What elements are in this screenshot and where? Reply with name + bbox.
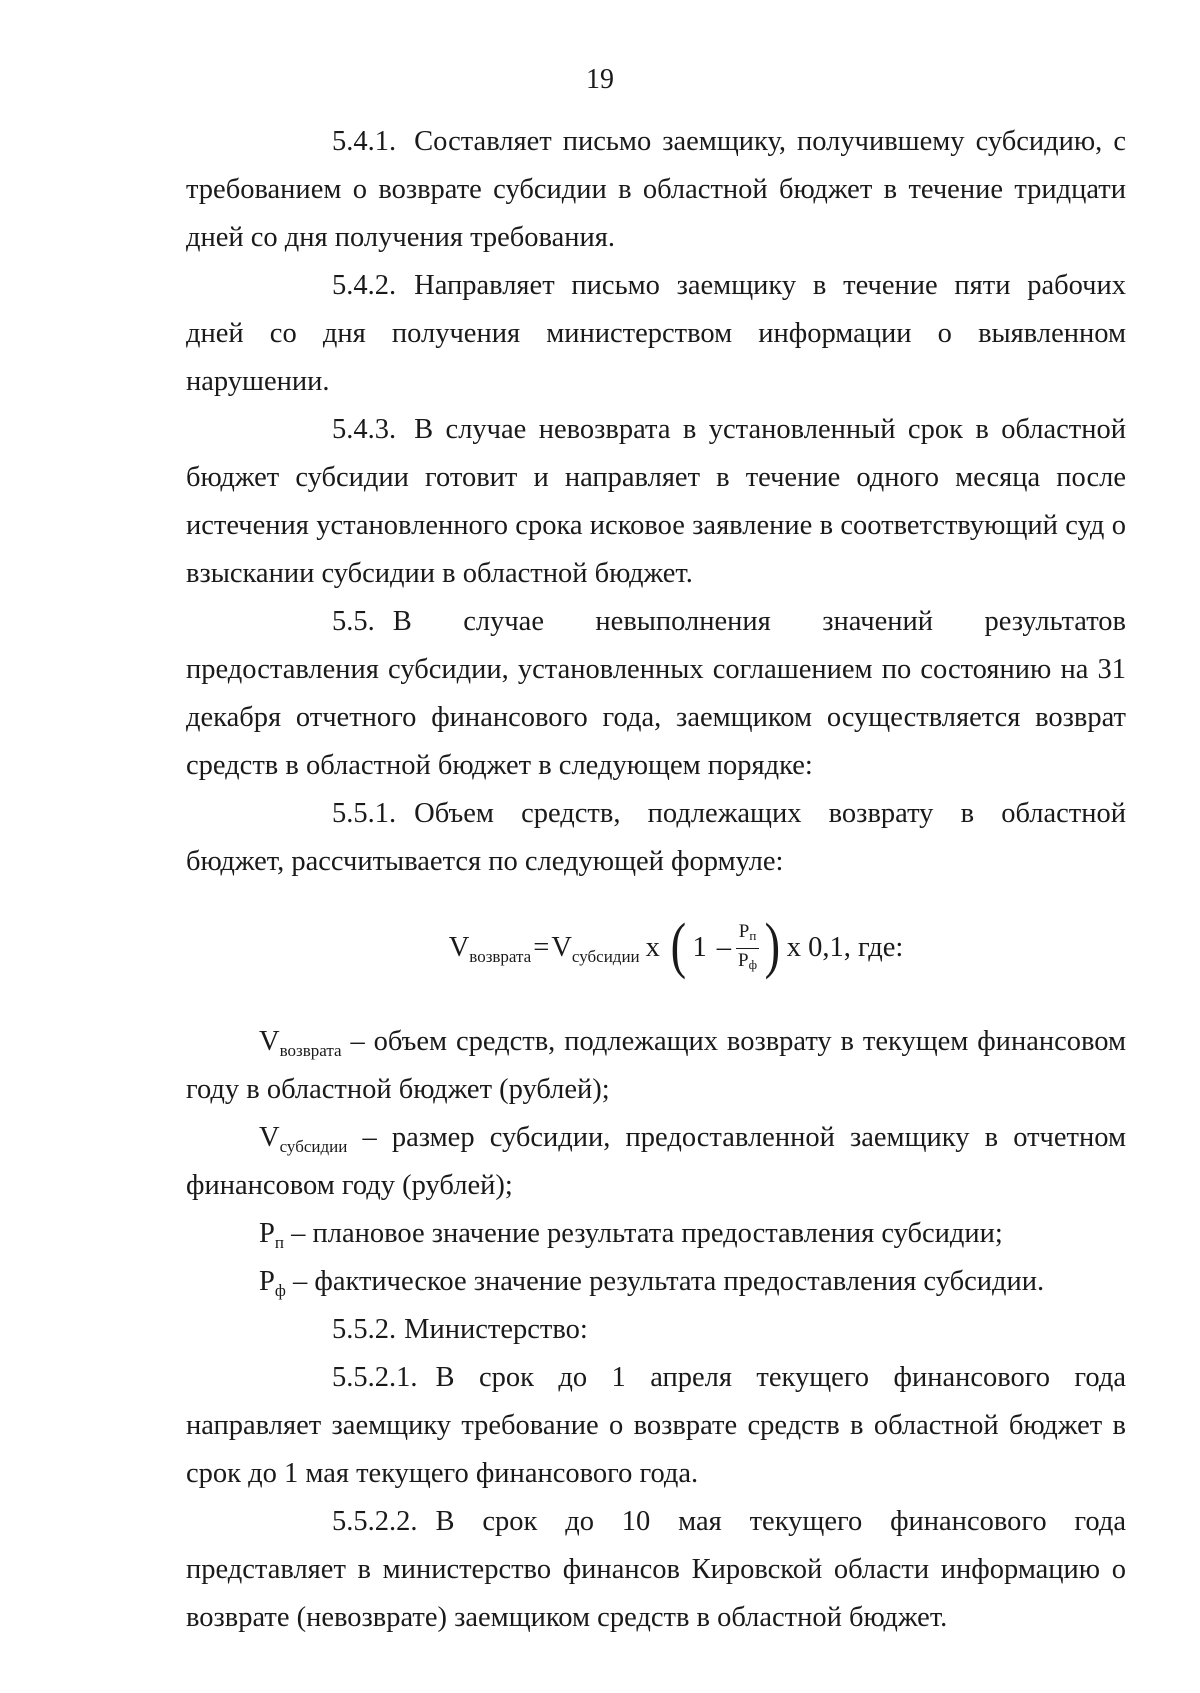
definition-v-subsidy: $V_{субсидии}$ – размер субсидии, предоставленной заемщику в отчетном финансовом году (рублей); [186,1122,1126,1201]
paragraph-text: Составляет письмо заемщику, получившему субсидию, с требованием о возврате субсидии в областной бюджет в течение тридцати дней со дня получения требования. [186,126,1126,253]
clause-number: 5.5.2.2. [332,1506,418,1537]
paragraph-text: В срок до 10 мая текущего финансового года представляет в министерство финансов Кировской области информацию о возврате (невозврате) заемщиком средств в областной бюджет. [186,1506,1126,1633]
formula-left-paren: ( [670,912,686,980]
definition-v-return: $V_{возврата}$ – объем средств, подлежащих возврату в текущем финансовом году в областной бюджет (рублей); [186,1026,1126,1105]
fraction-denominator: Pф [738,949,758,972]
formula-one: 1 [692,932,707,963]
formula-times: x [645,932,660,963]
paragraph-5-5-2-1 [186,1354,1126,1498]
formula-v-return: $V_{возврата}$ [448,932,532,966]
paragraph-text: В случае невозврата в установленный срок в областной бюджет субсидии готовит и направляет в течение одного месяца после истечения установленного срока исковое заявление в соответствующий суд о взыскании субсидии в областной бюджет. [186,414,1126,589]
clause-number: 5.5.2.1. [332,1362,418,1393]
return-formula [186,888,1126,1008]
document-body [186,118,1126,1642]
paragraph-5-4-1 [186,118,1126,262]
paragraph-5-5-2-2 [186,1498,1126,1642]
paragraph-text: В срок до 1 апреля текущего финансового года направляет заемщику требование о возврате средств в областной бюджет в срок до 1 мая текущего финансового года. [186,1362,1126,1489]
formula-right-paren: ) [764,912,781,980]
formula-equals: = [533,932,550,963]
paragraph-text: Объем средств, подлежащих возврату в областной бюджет, рассчитывается по следующей формуле: [186,798,1126,877]
paragraph-text: Министерство: [404,1314,588,1345]
definition-p-plan: $P_п$ – плановое значение результата предоставления субсидии; [259,1218,1003,1252]
paragraph-5-4-3 [186,406,1126,598]
paragraph-5-5 [186,598,1126,790]
paragraph-text: В случае невыполнения значений результатов предоставления субсидии, установленных соглашением по состоянию на 31 декабря отчетного финансового года, заемщиком осуществляется возврат средств в областной бюджет в следующем порядке: [186,606,1126,781]
page-number: 19 [586,64,614,95]
clause-number: 5.4.3. [332,414,397,445]
fraction-numerator: Pп [736,921,760,949]
clause-number: 5.5.2. [332,1314,397,1345]
clause-number: 5.5. [332,606,375,637]
formula-tail: x 0,1, где: [786,932,904,963]
formula-minus: – [716,932,732,963]
clause-number: 5.5.1. [332,798,397,829]
paragraph-5-4-2 [186,262,1126,406]
definition-p-fact: $P_ф$ – фактическое значение результата предоставления субсидии. [259,1266,1045,1300]
formula-v-subsidy: $V_{субсидии}$ [551,932,640,966]
clause-number: 5.4.1. [332,126,397,157]
paragraph-text: Направляет письмо заемщику в течение пяти рабочих дней со дня получения министерством информации о выявленном нарушении. [186,270,1126,397]
paragraph-5-5-1 [186,790,1126,886]
formula-fraction [735,921,760,976]
clause-number: 5.4.2. [332,270,397,301]
paragraph-5-5-2 [186,1306,1126,1354]
